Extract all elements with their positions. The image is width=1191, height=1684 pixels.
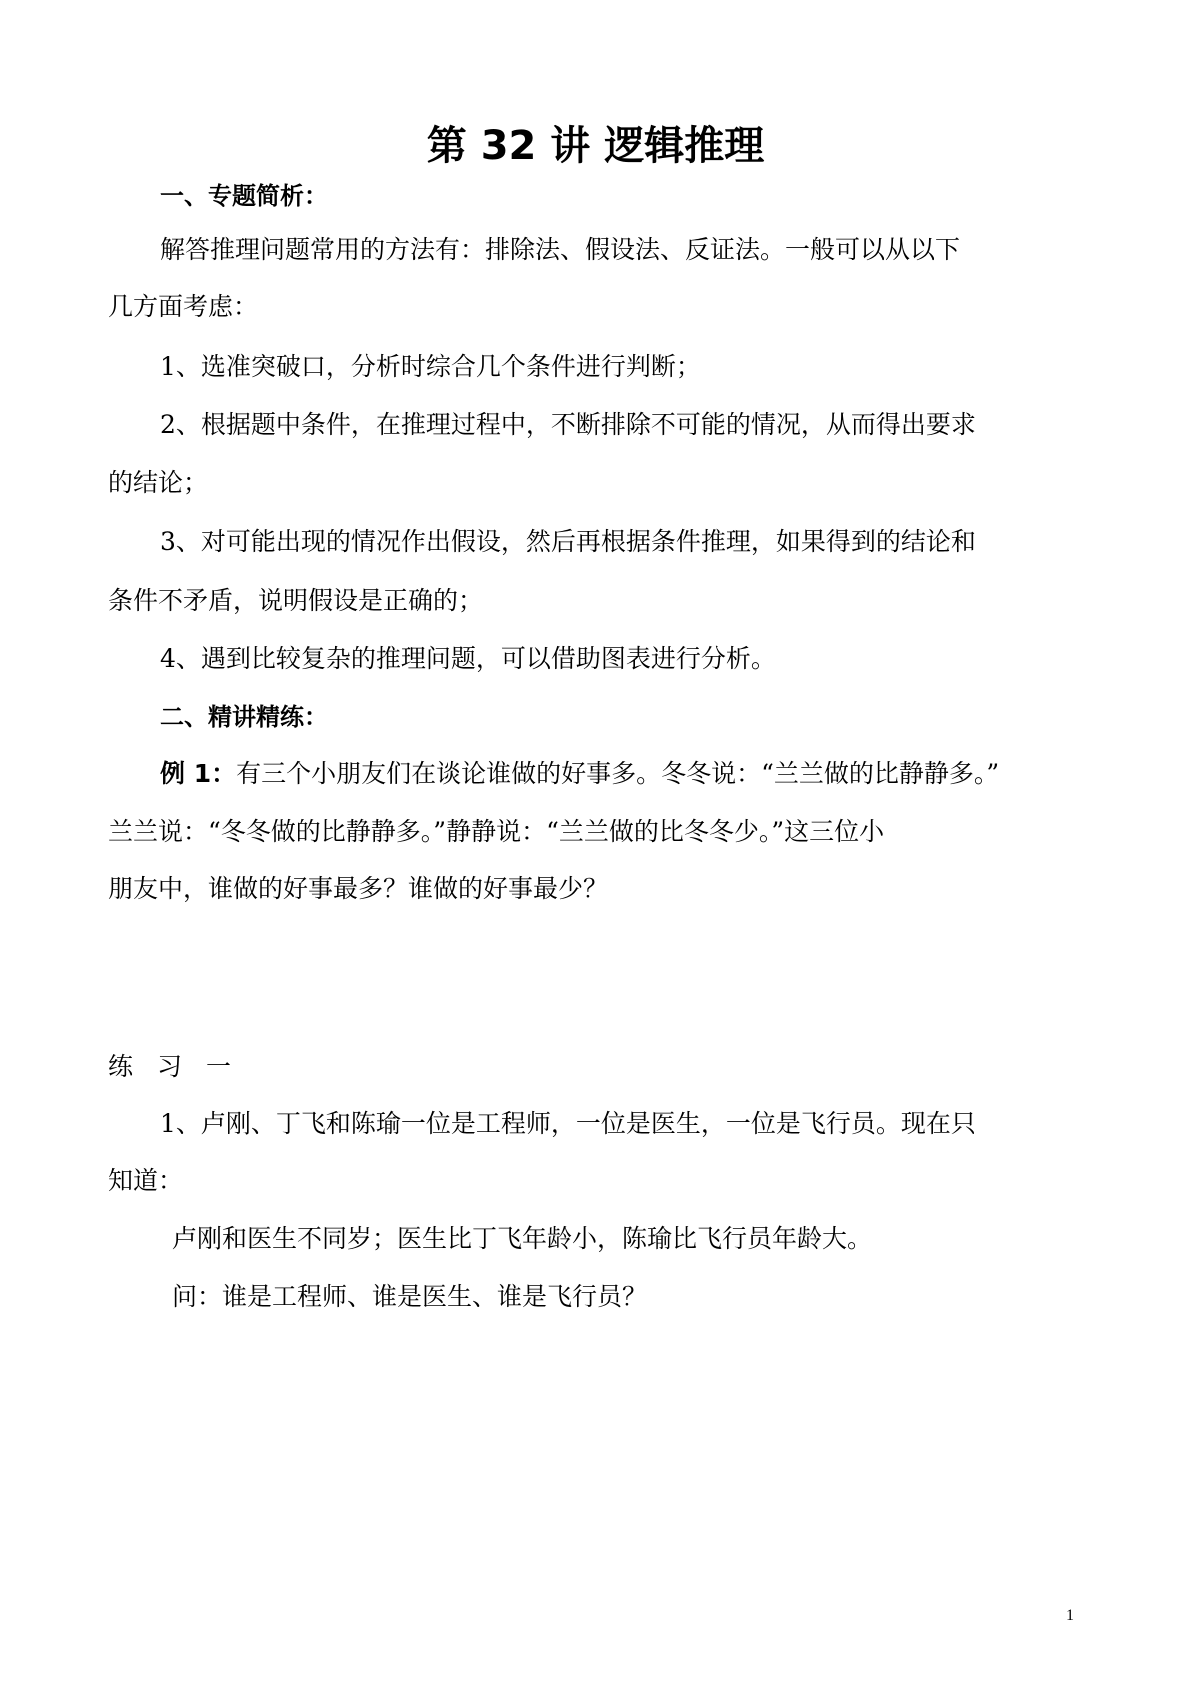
example-1-line-3: 朋友中，谁做的好事最多？谁做的好事最少？ — [108, 874, 609, 903]
example-1-line-2: 兰兰说：“冬冬做的比静静多。”静静说：“兰兰做的比冬冬少。”这三位小 — [108, 817, 885, 846]
practice-1-question-1-line-1: 1、卢刚、丁飞和陈瑜一位是工程师，一位是医生，一位是飞行员。现在只 — [160, 1109, 976, 1138]
page-number: 1 — [1066, 1607, 1074, 1624]
method-point-1: 1、选准突破口，分析时综合几个条件进行判断； — [160, 352, 701, 381]
practice-1-question-1-line-2: 知道： — [108, 1166, 184, 1195]
section-heading-practice: 二、精讲精练： — [160, 703, 328, 731]
method-point-3-line-2: 条件不矛盾，说明假设是正确的； — [108, 586, 484, 615]
practice-1-heading: 练习一 — [108, 1052, 256, 1081]
practice-1-question: 问：谁是工程师、谁是医生、谁是飞行员？ — [172, 1282, 648, 1311]
method-point-3-line-1: 3、对可能出现的情况作出假设，然后再根据条件推理，如果得到的结论和 — [160, 527, 976, 556]
method-point-2-line-2: 的结论； — [108, 468, 209, 497]
example-1-line-1 — [160, 757, 999, 791]
page-title: 第 32 讲 逻辑推理 — [426, 123, 765, 169]
practice-1-condition: 卢刚和医生不同岁；医生比丁飞年龄小，陈瑜比飞行员年龄大。 — [172, 1224, 873, 1253]
section-heading-overview: 一、专题简析： — [160, 182, 328, 210]
intro-paragraph-line-2: 几方面考虑： — [108, 292, 259, 321]
example-1-text: 有三个小朋友们在谈论谁做的好事多。冬冬说：“兰兰做的比静静多。” — [236, 759, 1000, 788]
method-point-2-line-1: 2、根据题中条件，在推理过程中，不断排除不可能的情况，从而得出要求 — [160, 410, 976, 439]
method-point-4: 4、遇到比较复杂的推理问题，可以借助图表进行分析。 — [160, 644, 776, 673]
intro-paragraph-line-1: 解答推理问题常用的方法有：排除法、假设法、反证法。一般可以从以下 — [160, 235, 961, 264]
example-1-label: 例 1： — [160, 759, 237, 788]
